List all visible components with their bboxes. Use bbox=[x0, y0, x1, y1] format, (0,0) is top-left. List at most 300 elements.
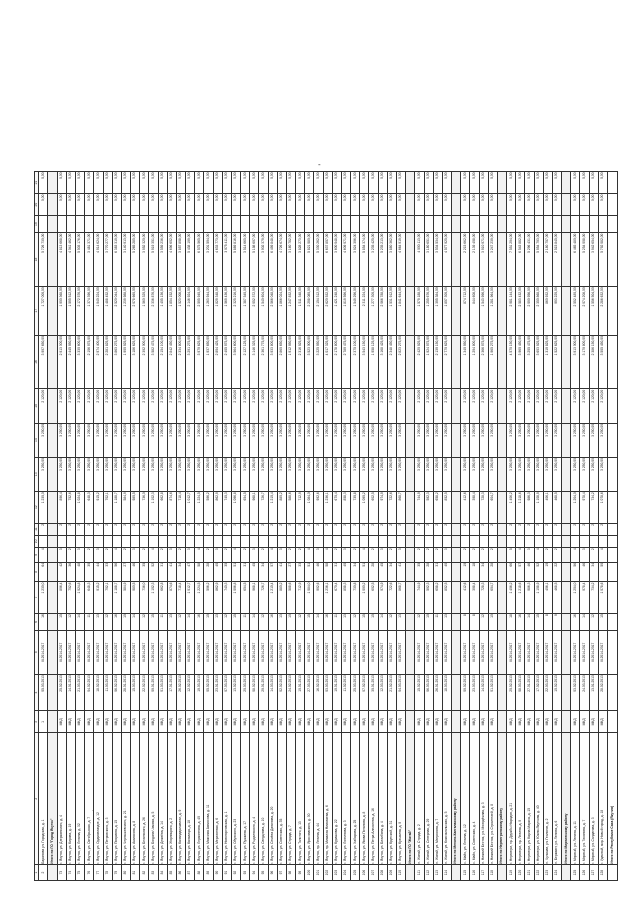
table-row bbox=[598, 172, 607, 881]
table-cell: 3 250,00 bbox=[241, 423, 250, 457]
table-cell bbox=[470, 216, 479, 233]
table-cell: 3 960 450,00 bbox=[516, 335, 525, 389]
table-cell: 734,2 bbox=[589, 491, 598, 523]
table-cell: 97 bbox=[277, 865, 286, 881]
table-cell: 986,3 bbox=[525, 582, 534, 614]
table-cell: 10 bbox=[286, 613, 295, 630]
table-cell: 1 255 676,00 bbox=[424, 286, 433, 335]
table-cell: 862,9 bbox=[213, 491, 222, 523]
table-cell: 4 bbox=[305, 547, 314, 562]
column-header: 4 bbox=[35, 674, 39, 711]
table-cell: 15 bbox=[534, 613, 543, 630]
table-cell: МКД bbox=[305, 711, 314, 733]
table-row bbox=[158, 172, 167, 881]
table-cell: 2 bbox=[176, 523, 185, 535]
table-cell bbox=[231, 535, 240, 547]
table-cell: 2 bbox=[479, 523, 488, 535]
table-cell: 3 250,00 bbox=[341, 457, 350, 491]
table-cell: г. Якутск, пр. Ленина, д. 44 bbox=[314, 733, 323, 865]
table-cell: МКД bbox=[360, 711, 369, 733]
table-cell: 2 120,00 bbox=[507, 389, 516, 423]
table-cell: 04.03.2013 bbox=[397, 674, 406, 711]
table-cell: 2 bbox=[516, 523, 525, 535]
table-cell: 744,9 bbox=[415, 582, 424, 614]
table-cell: 398,4 bbox=[470, 491, 479, 523]
table-cell bbox=[562, 674, 571, 711]
table-cell: 2 520 044,00 bbox=[112, 286, 121, 335]
column-header: 10 bbox=[35, 535, 39, 547]
table-cell: 12 bbox=[140, 613, 149, 630]
table-cell: 27.01.2013 bbox=[525, 674, 534, 711]
table-cell: 51 bbox=[305, 562, 314, 582]
table-cell: 978,4 bbox=[580, 491, 589, 523]
table-cell: 0,00 bbox=[378, 194, 387, 216]
table-cell bbox=[452, 865, 461, 881]
table-cell: МКД bbox=[204, 711, 213, 733]
table-cell: 19 bbox=[461, 562, 470, 582]
table-cell: 3 291 275,00 bbox=[186, 335, 195, 389]
table-cell: МКД bbox=[424, 711, 433, 733]
table-cell bbox=[589, 535, 598, 547]
table-cell bbox=[48, 216, 57, 233]
table-cell: 14 bbox=[75, 613, 84, 630]
table-cell: 12 bbox=[387, 613, 396, 630]
table-cell: 2 bbox=[195, 523, 204, 535]
table-cell bbox=[497, 457, 506, 491]
table-cell: 05.03.2013 bbox=[39, 674, 48, 711]
table-cell: 2 311 224,00 bbox=[360, 286, 369, 335]
table-cell: 3 250,00 bbox=[39, 457, 48, 491]
table-cell: 896,4 bbox=[57, 582, 66, 614]
table-cell: 722,6 bbox=[387, 582, 396, 614]
table-cell: 3 250,00 bbox=[580, 457, 589, 491]
table-cell bbox=[406, 562, 415, 582]
table-cell: 880,2 bbox=[277, 491, 286, 523]
table-cell bbox=[525, 535, 534, 547]
table-cell bbox=[250, 216, 259, 233]
table-row bbox=[442, 172, 451, 881]
table-cell: 56 bbox=[571, 562, 580, 582]
table-cell: 1 912 950,00 bbox=[286, 335, 295, 389]
table-cell: 2 052 372,00 bbox=[250, 286, 259, 335]
table-cell: 22 bbox=[552, 562, 561, 582]
table-cell: 3 330 600,00 bbox=[75, 335, 84, 389]
table-cell: 19.03.2013 bbox=[195, 674, 204, 711]
table-cell: 4 577 925,00 bbox=[442, 233, 451, 287]
table-cell bbox=[48, 613, 57, 630]
table-cell: 126 bbox=[580, 865, 589, 881]
table-cell bbox=[140, 216, 149, 233]
table-cell: 2 bbox=[259, 547, 268, 562]
table-cell: 3 250,00 bbox=[360, 457, 369, 491]
table-cell: 0,00 bbox=[57, 194, 66, 216]
table-cell: 0,00 bbox=[525, 172, 534, 194]
table-cell bbox=[406, 865, 415, 881]
table-cell: г. Якутск, ул. Строда, д. 7 bbox=[286, 733, 295, 865]
table-cell: 23.01.2013 bbox=[213, 674, 222, 711]
table-cell: 1 900 368,00 bbox=[57, 286, 66, 335]
table-cell bbox=[406, 547, 415, 562]
table-row bbox=[332, 172, 341, 881]
table-cell: 1 319 825,00 bbox=[543, 335, 552, 389]
table-cell: 0,00 bbox=[516, 172, 525, 194]
table-cell: 0,00 bbox=[415, 194, 424, 216]
table-cell: 3 bbox=[57, 547, 66, 562]
table-cell: 0,00 bbox=[369, 194, 378, 216]
table-cell: 42 bbox=[57, 562, 66, 582]
table-cell: 30.01.2013 bbox=[369, 674, 378, 711]
column-header: 6 bbox=[35, 613, 39, 630]
table-row bbox=[259, 172, 268, 881]
table-cell: МКД bbox=[158, 711, 167, 733]
table-cell: 11 bbox=[433, 613, 442, 630]
table-cell: МКД bbox=[222, 711, 231, 733]
table-cell: МКД bbox=[277, 711, 286, 733]
table-cell: 1 556 504,00 bbox=[589, 286, 598, 335]
table-cell bbox=[461, 535, 470, 547]
table-cell: 852,5 bbox=[442, 491, 451, 523]
table-cell bbox=[277, 216, 286, 233]
table-row bbox=[112, 172, 121, 881]
table-cell: 3 250,00 bbox=[580, 423, 589, 457]
table-cell bbox=[406, 613, 415, 630]
table-cell: 2 bbox=[176, 547, 185, 562]
table-cell: 3 250,00 bbox=[167, 457, 176, 491]
table-cell: 2 595 940,00 bbox=[195, 286, 204, 335]
table-cell: 4 bbox=[323, 547, 332, 562]
table-cell: 2 120,00 bbox=[543, 389, 552, 423]
table-cell bbox=[131, 216, 140, 233]
table-cell: МКД bbox=[75, 711, 84, 733]
table-cell: 3 140 913,00 bbox=[121, 233, 130, 287]
table-cell: 1 406,2 bbox=[507, 491, 516, 523]
table-cell: 2 bbox=[341, 523, 350, 535]
table-cell: 2 bbox=[360, 523, 369, 535]
table-cell: 14.02.2013 bbox=[479, 674, 488, 711]
table-cell: 31 bbox=[241, 562, 250, 582]
table-cell: 0,00 bbox=[534, 172, 543, 194]
table-cell: 658,2 bbox=[433, 491, 442, 523]
table-cell: 0,00 bbox=[442, 172, 451, 194]
table-cell: 3 bbox=[277, 547, 286, 562]
table-cell bbox=[562, 389, 571, 423]
table-cell bbox=[607, 711, 617, 733]
table-cell: 2 bbox=[149, 523, 158, 535]
table-cell: МКД bbox=[332, 711, 341, 733]
table-cell bbox=[66, 535, 75, 547]
table-cell: 3 250,00 bbox=[140, 423, 149, 457]
table-cell: 2 120,00 bbox=[268, 389, 277, 423]
table-cell: г. Удачный, мкр. Новый город, д. 18 bbox=[598, 733, 607, 865]
table-cell: 12 bbox=[222, 613, 231, 630]
table-cell: 2 bbox=[525, 523, 534, 535]
table-cell bbox=[406, 523, 415, 535]
table-cell: 0,00 bbox=[351, 172, 360, 194]
table-cell: III.2014-2017 bbox=[75, 630, 84, 674]
table-row bbox=[121, 172, 130, 881]
table-cell bbox=[397, 216, 406, 233]
table-cell: 2 860 650,00 bbox=[277, 335, 286, 389]
table-cell: 2 bbox=[332, 523, 341, 535]
table-cell: п. Беркакит, ул. Ленина, д. 6 bbox=[552, 733, 561, 865]
column-header: 15 bbox=[35, 389, 39, 423]
table-cell bbox=[562, 613, 571, 630]
table-cell: III.2014-2017 bbox=[397, 630, 406, 674]
table-cell: 2 bbox=[222, 547, 231, 562]
table-cell: 728,3 bbox=[479, 582, 488, 614]
table-cell: 14 bbox=[186, 613, 195, 630]
table-cell: 1 294 800,00 bbox=[470, 335, 479, 389]
table-cell: 992,6 bbox=[314, 582, 323, 614]
table-cell bbox=[607, 582, 617, 614]
table-cell: 2 bbox=[158, 547, 167, 562]
table-cell: III.2014-2017 bbox=[250, 630, 259, 674]
table-cell: 1 511 348,00 bbox=[296, 286, 305, 335]
table-cell: 2 120,00 bbox=[341, 389, 350, 423]
table-cell: 604,7 bbox=[488, 582, 497, 614]
table-row bbox=[94, 172, 103, 881]
table-cell: 20.02.2013 bbox=[507, 674, 516, 711]
table-cell: 3 250,00 bbox=[571, 423, 580, 457]
table-cell: 0,00 bbox=[250, 194, 259, 216]
table-cell: 3 910 971,00 bbox=[479, 233, 488, 287]
table-cell bbox=[562, 172, 571, 194]
table-cell: 3 250,00 bbox=[332, 457, 341, 491]
table-cell bbox=[406, 233, 415, 287]
table-cell: 3 250,00 bbox=[314, 457, 323, 491]
table-cell: 2 361 775,00 bbox=[259, 335, 268, 389]
table-cell bbox=[121, 535, 130, 547]
table-cell: 3 250,00 bbox=[140, 457, 149, 491]
table-cell bbox=[195, 216, 204, 233]
table-cell: 670,4 bbox=[332, 582, 341, 614]
table-cell: 412,6 bbox=[461, 582, 470, 614]
table-cell: 3 250,00 bbox=[186, 423, 195, 457]
table-cell: 2 bbox=[167, 523, 176, 535]
table-cell: III.2014-2017 bbox=[442, 630, 451, 674]
table-cell: 3 514 665,00 bbox=[241, 233, 250, 287]
table-cell bbox=[497, 562, 506, 582]
table-row bbox=[571, 172, 580, 881]
table-cell: 2 120,00 bbox=[85, 389, 94, 423]
table-cell bbox=[607, 335, 617, 389]
table-cell: 91 bbox=[222, 865, 231, 881]
table-cell: 2 120,00 bbox=[94, 389, 103, 423]
table-cell: 2 120,00 bbox=[314, 389, 323, 423]
table-cell bbox=[552, 535, 561, 547]
table-cell: 2 366 975,00 bbox=[479, 335, 488, 389]
table-cell bbox=[39, 216, 48, 233]
table-cell bbox=[562, 630, 571, 674]
table-cell: 0,00 bbox=[112, 194, 121, 216]
table-cell: МКД bbox=[195, 711, 204, 733]
table-cell: 3 933 800,00 bbox=[268, 335, 277, 389]
table-cell: 3 bbox=[131, 547, 140, 562]
table-cell: 16 bbox=[516, 613, 525, 630]
table-cell: 3 250,00 bbox=[149, 423, 158, 457]
table-cell: 17.01.2013 bbox=[167, 674, 176, 711]
table-cell bbox=[406, 457, 415, 491]
table-cell: III.2014-2017 bbox=[176, 630, 185, 674]
table-cell: 3 250,00 bbox=[241, 457, 250, 491]
table-cell: 5 438 199,00 bbox=[186, 233, 195, 287]
table-cell: 98 bbox=[286, 865, 295, 881]
table-cell: 1 218,6 bbox=[516, 582, 525, 614]
table-cell: МКД bbox=[488, 711, 497, 733]
table-cell: 108 bbox=[378, 865, 387, 881]
table-cell: 2 981 144,00 bbox=[507, 286, 516, 335]
table-cell: 12.02.2013 bbox=[186, 674, 195, 711]
table-cell: 2 bbox=[552, 523, 561, 535]
table-cell: 40 bbox=[213, 562, 222, 582]
table-row bbox=[103, 172, 112, 881]
table-cell: III.2014-2017 bbox=[314, 630, 323, 674]
table-cell: 5 503 176,00 bbox=[75, 233, 84, 287]
table-cell: 3 250,00 bbox=[433, 457, 442, 491]
table-cell: III.2014-2017 bbox=[131, 630, 140, 674]
table-cell: 978,4 bbox=[580, 582, 589, 614]
table-cell: 3 250,00 bbox=[507, 457, 516, 491]
table-cell: 0,00 bbox=[470, 172, 479, 194]
table-cell: 412,6 bbox=[461, 491, 470, 523]
table-cell: 0,00 bbox=[241, 172, 250, 194]
table-cell: 2 bbox=[85, 547, 94, 562]
table-cell: 2 120,00 bbox=[241, 389, 250, 423]
table-cell: г. Якутск, ул. Дежнёва, д. 14 bbox=[158, 733, 167, 865]
table-cell: 58 bbox=[323, 562, 332, 582]
table-cell: 3 924 396,00 bbox=[351, 233, 360, 287]
table-cell: 406,1 bbox=[543, 582, 552, 614]
table-cell: 83 bbox=[149, 865, 158, 881]
table-cell: 114 bbox=[442, 865, 451, 881]
table-cell bbox=[562, 457, 571, 491]
table-cell: 2 106 975,00 bbox=[85, 335, 94, 389]
table-cell: МКД bbox=[580, 711, 589, 733]
table-cell: 57 bbox=[516, 562, 525, 582]
column-header: 20 bbox=[35, 194, 39, 216]
table-cell: 3 250,00 bbox=[112, 457, 121, 491]
table-cell: 4 bbox=[598, 547, 607, 562]
table-cell: 2 bbox=[39, 523, 48, 535]
table-cell: 0,00 bbox=[332, 172, 341, 194]
table-cell: 41 bbox=[167, 562, 176, 582]
table-cell bbox=[562, 491, 571, 523]
table-cell: III.2014-2017 bbox=[140, 630, 149, 674]
table-cell bbox=[516, 216, 525, 233]
table-cell: 12 bbox=[415, 613, 424, 630]
table-cell: г. Якутск, ул. Орджоникидзе, д. 12 bbox=[94, 733, 103, 865]
table-cell bbox=[607, 491, 617, 523]
table-cell: 3 481 371,00 bbox=[85, 233, 94, 287]
table-row bbox=[85, 172, 94, 881]
table-cell: 0,00 bbox=[176, 194, 185, 216]
table-cell: 07.02.2013 bbox=[360, 674, 369, 711]
table-cell: 12 bbox=[589, 613, 598, 630]
table-cell: III.2014-2017 bbox=[598, 630, 607, 674]
table-cell bbox=[48, 562, 57, 582]
table-cell: 712,9 bbox=[296, 582, 305, 614]
table-cell: 57 bbox=[268, 562, 277, 582]
table-cell bbox=[607, 457, 617, 491]
table-cell: 10 bbox=[204, 613, 213, 630]
table-cell: 3 bbox=[442, 547, 451, 562]
table-row bbox=[479, 172, 488, 881]
column-header: 8 bbox=[35, 562, 39, 582]
table-cell bbox=[452, 547, 461, 562]
table-cell: 2 bbox=[470, 523, 479, 535]
table-cell: III.2014-2017 bbox=[222, 630, 231, 674]
table-cell: 2 bbox=[507, 523, 516, 535]
table-cell: 3 250,00 bbox=[525, 457, 534, 491]
table-cell: 0,00 bbox=[131, 172, 140, 194]
table-cell bbox=[332, 535, 341, 547]
table-cell: 31 bbox=[332, 562, 341, 582]
table-cell: 3 250,00 bbox=[75, 423, 84, 457]
table-cell: МКД bbox=[507, 711, 516, 733]
table-cell: 648,3 bbox=[85, 582, 94, 614]
table-cell bbox=[497, 216, 506, 233]
section-row bbox=[406, 172, 415, 881]
column-header: 19 bbox=[35, 216, 39, 233]
table-cell: III.2014-2017 bbox=[552, 630, 561, 674]
table-cell: 2 120,00 bbox=[461, 389, 470, 423]
table-cell bbox=[103, 535, 112, 547]
table-cell: 34 bbox=[479, 562, 488, 582]
table-cell: 6 499 848,00 bbox=[268, 233, 277, 287]
table-cell: 860 932,00 bbox=[543, 286, 552, 335]
table-cell: 3 250,00 bbox=[323, 457, 332, 491]
table-cell: 8 bbox=[461, 613, 470, 630]
table-cell: 3 250,00 bbox=[85, 457, 94, 491]
table-cell: 10 bbox=[369, 613, 378, 630]
table-cell: г. Якутск, ул. Жорницкого, д. 2 bbox=[167, 733, 176, 865]
table-cell: III.2014-2017 bbox=[543, 630, 552, 674]
table-cell: 0,00 bbox=[112, 172, 121, 194]
table-cell: г. Якутск, ул. Семёна Данилова, д. 20 bbox=[268, 733, 277, 865]
table-cell: 13 bbox=[167, 613, 176, 630]
table-cell: Итого по ГО "Жатай" bbox=[406, 733, 415, 865]
table-cell: 0,00 bbox=[85, 172, 94, 194]
table-cell: 0,00 bbox=[543, 172, 552, 194]
table-cell: 50 bbox=[598, 562, 607, 582]
table-cell: 5 821 080,00 bbox=[305, 233, 314, 287]
table-cell: 2 bbox=[158, 523, 167, 535]
table-cell: 18 bbox=[507, 613, 516, 630]
table-cell: 5 854 374,00 bbox=[360, 233, 369, 287]
table-cell: 0,00 bbox=[204, 194, 213, 216]
table-cell bbox=[341, 216, 350, 233]
table-cell: 103 bbox=[332, 865, 341, 881]
table-cell: 3 250,00 bbox=[387, 423, 396, 457]
table-cell bbox=[598, 535, 607, 547]
table-cell: 3 250,00 bbox=[461, 423, 470, 457]
table-cell: 0,00 bbox=[360, 172, 369, 194]
table-cell: 2 bbox=[488, 547, 497, 562]
table-cell bbox=[48, 172, 57, 194]
table-cell: 3 250,00 bbox=[112, 423, 121, 457]
table-cell: 2 bbox=[387, 523, 396, 535]
table-cell: 2 120,00 bbox=[66, 389, 75, 423]
table-cell: 14.03.2013 bbox=[268, 674, 277, 711]
table-cell: 11.03.2013 bbox=[103, 674, 112, 711]
table-cell: 09.02.2013 bbox=[461, 674, 470, 711]
table-cell: 1 854 152,00 bbox=[167, 286, 176, 335]
table-cell: 93 bbox=[241, 865, 250, 881]
table-cell bbox=[222, 216, 231, 233]
table-cell: 19.01.2013 bbox=[332, 674, 341, 711]
table-cell: 2 120,00 bbox=[369, 389, 378, 423]
table-cell bbox=[48, 194, 57, 216]
